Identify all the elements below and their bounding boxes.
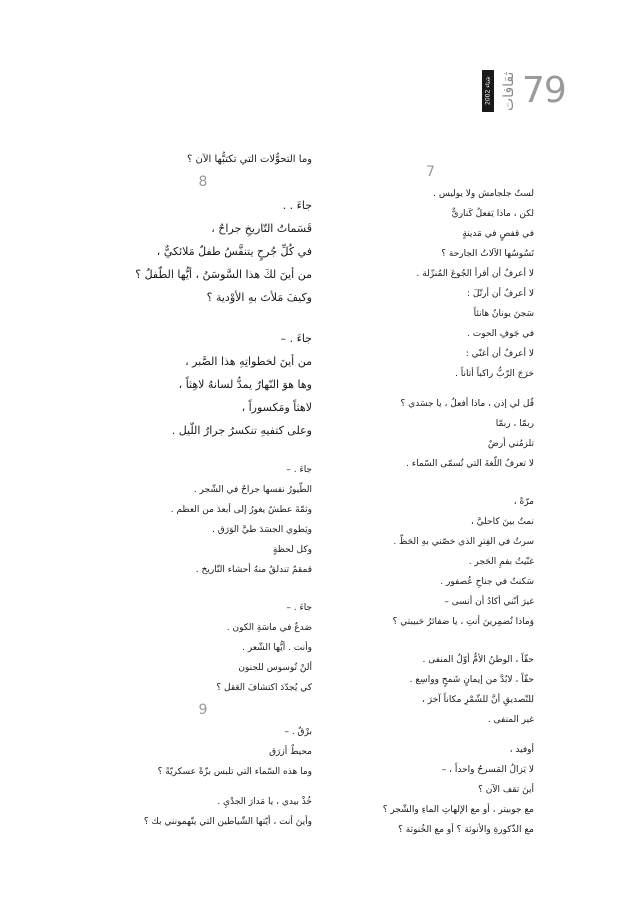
stanza-gap bbox=[94, 782, 312, 792]
poem-line: قُل لي إذن ، ماذا أفعلُ ، يا جسَدي ؟ bbox=[400, 399, 534, 409]
poem-line: في جَوفِ الحوت . bbox=[467, 329, 534, 339]
poem-line: خُذْ بيدي ، يا مَدارَ الجدْيِ . bbox=[217, 797, 312, 807]
poem-line: الطّيورُ نفسها جراحٌ في الشّجر . bbox=[193, 485, 312, 495]
poem-line: جاءَ . . bbox=[282, 199, 312, 212]
stanza-gap bbox=[94, 309, 312, 327]
poem-line: وما التحوُّلات التي تكتبُّها الآن ؟ bbox=[186, 154, 312, 165]
poem-line: قَسَماتُ التّاريخِ جراحٌ ، bbox=[211, 222, 312, 235]
poem-line: سَجنَ يونانُ هانئاً bbox=[473, 309, 534, 319]
poem-line: حقّاً ، لابُدَّ من إيمانٍ شَمحٍ وواسِع . bbox=[409, 675, 534, 685]
poem-line: لكن ، ماذا يَفعلُ كَناريٌّ bbox=[451, 209, 534, 219]
right-column bbox=[334, 160, 534, 840]
page-number: 79 bbox=[522, 70, 566, 111]
poem-line: سَكنتُ في جناحِ عُصفور . bbox=[440, 577, 534, 587]
poem-line: محيطٌ أزرَق bbox=[269, 747, 312, 757]
stanza-gap bbox=[334, 474, 534, 492]
poem-line: كي يُجدّدَ اكتشافَ العَقل ؟ bbox=[216, 683, 312, 693]
poem-line: نمتُ بينَ كاحليَّ ، bbox=[470, 517, 534, 527]
poem-line: ويَطوي الجسَدَ طيَّ الوَرَق . bbox=[212, 525, 312, 535]
poem-line: لا يَزالُ المَسرحُ واحداً ، – bbox=[441, 765, 534, 775]
poem-line: غنّيتُ بفمِ الحَجر . bbox=[468, 557, 534, 567]
poem-line: صَدعٌ في ماسَةِ الكون . bbox=[226, 623, 312, 633]
poem-line: برْقٌ . – bbox=[284, 727, 312, 737]
poem-line: من أينَ لخطواتِهِ هذا الصَّبر ، bbox=[185, 355, 312, 368]
poem-line: في كُلِّ جُرحٍ يتنفَّسُ طفلٌ مَلائكيٌّ ، bbox=[156, 245, 312, 258]
stanza-gap bbox=[334, 730, 534, 740]
poem-line: لا تعرفُ اللّغةَ التي تُسمّى السّماء . bbox=[406, 459, 534, 469]
poem-line: وأنت . أيُّها الشّعر . bbox=[242, 643, 312, 653]
poem-line: لستُ جلجامش ولا يوليس . bbox=[433, 189, 534, 199]
poem-line: سرتُ في الفِترِ الذي خصّني بهِ الحَظّ . bbox=[393, 537, 534, 547]
poem-line: تلزمُني أرضٌ bbox=[487, 439, 534, 449]
poem-line: تَسُوسُها الآلاتُ الجارحة ؟ bbox=[441, 249, 534, 259]
section-number-8: 8 bbox=[198, 174, 208, 190]
poem-line: خرَجَ الرّبُّ راكباً أتاناً . bbox=[455, 369, 534, 379]
poem-line: لاهثاً ومَكسوراً ، bbox=[241, 401, 312, 414]
poem-line: أوفيد ، bbox=[509, 745, 534, 755]
poem-line: وها هوَ النّهارُ يمدُّ لسانهُ لاهِثاً ، bbox=[178, 378, 312, 391]
poem-line: مع جوبيتر ، أو مع الإلهاتِ الماءِ والشّجر ؟ bbox=[382, 805, 534, 815]
poem-line: غيرَ أنّني أكادُ أن أنسى – bbox=[444, 597, 534, 607]
poem-line: جاءَ . – bbox=[280, 332, 312, 345]
poem-line: لا أعرفُ أن أغنّي : bbox=[465, 349, 534, 359]
poem-line: مرّةً ، bbox=[513, 497, 534, 507]
poem-line: قمقمٌ تندلقُ منهُ أحشاء التّاريخ . bbox=[195, 565, 312, 575]
poem-line: من أينَ لكَ هذا السَّوسَنُ ، أيُّها الطّفلُ ؟ bbox=[135, 268, 312, 281]
stanza-gap bbox=[94, 580, 312, 598]
poem-line: وعلى كتفيهِ تنكسرُ جرارُ اللّيل . bbox=[171, 424, 312, 437]
poem-line: حقّاً ، الوطنُ الأمُّ أوّلُ المنفى . bbox=[422, 655, 534, 665]
poem-line: لا أعرفُ أن أرتّلَ : bbox=[466, 289, 534, 299]
poem-line: وَماذا تُضمِرينَ أنتِ ، يا ضفائرُ حَبيبتي ؟ bbox=[392, 617, 534, 627]
poem-line: أينَ تقف الآن ؟ bbox=[478, 785, 534, 795]
poem-line: وكل لحظةٍ bbox=[272, 545, 312, 555]
poem-line: وما هذه السّماء التي تلبس بزّةً عسكريّةً ؟ bbox=[157, 767, 312, 777]
poem-line: ألنْ تُوسوس للجنون bbox=[238, 663, 312, 673]
section-title: ثقافات bbox=[501, 71, 517, 111]
poem-line: جاءَ . – bbox=[286, 603, 312, 613]
section-number-9: 9 bbox=[198, 702, 208, 718]
poem-line: مع الذّكورةِ والأنوثة ؟ أو مع الخُنوثة ؟ bbox=[398, 825, 534, 835]
poem-line: وثمّةَ عطشٌ يغورُ إلى أبعدَ من العظم . bbox=[170, 505, 312, 515]
stanza-gap bbox=[334, 384, 534, 394]
left-column bbox=[94, 150, 312, 832]
poem-line: وكيفَ مَلأتَ بهِ الأوْدية ؟ bbox=[206, 291, 312, 304]
section-number-7: 7 bbox=[426, 164, 435, 180]
poem-line: ربمّا ، ربمّا bbox=[495, 419, 534, 429]
poem-line: جاءَ . – bbox=[286, 465, 312, 475]
poem-line: لا أعرفُ أن أقرأ الجُوعَ المُنزّلة . bbox=[416, 269, 534, 279]
stanza-gap bbox=[94, 442, 312, 460]
issue-badge: شتاء 2002 bbox=[482, 70, 494, 112]
poem-line: في قفصٍ في مَدينةٍ bbox=[462, 229, 534, 239]
poem-line: وأينَ أنت ، أيّتها الشّياطين التي يتّهمونني بك ؟ bbox=[143, 817, 312, 827]
poem-line: غير المنفى . bbox=[487, 715, 534, 725]
poem-line: للتّصديقِ أنَّ للشّمْرِ مكاناً آخرَ ، bbox=[421, 695, 534, 705]
stanza-gap bbox=[334, 632, 534, 650]
